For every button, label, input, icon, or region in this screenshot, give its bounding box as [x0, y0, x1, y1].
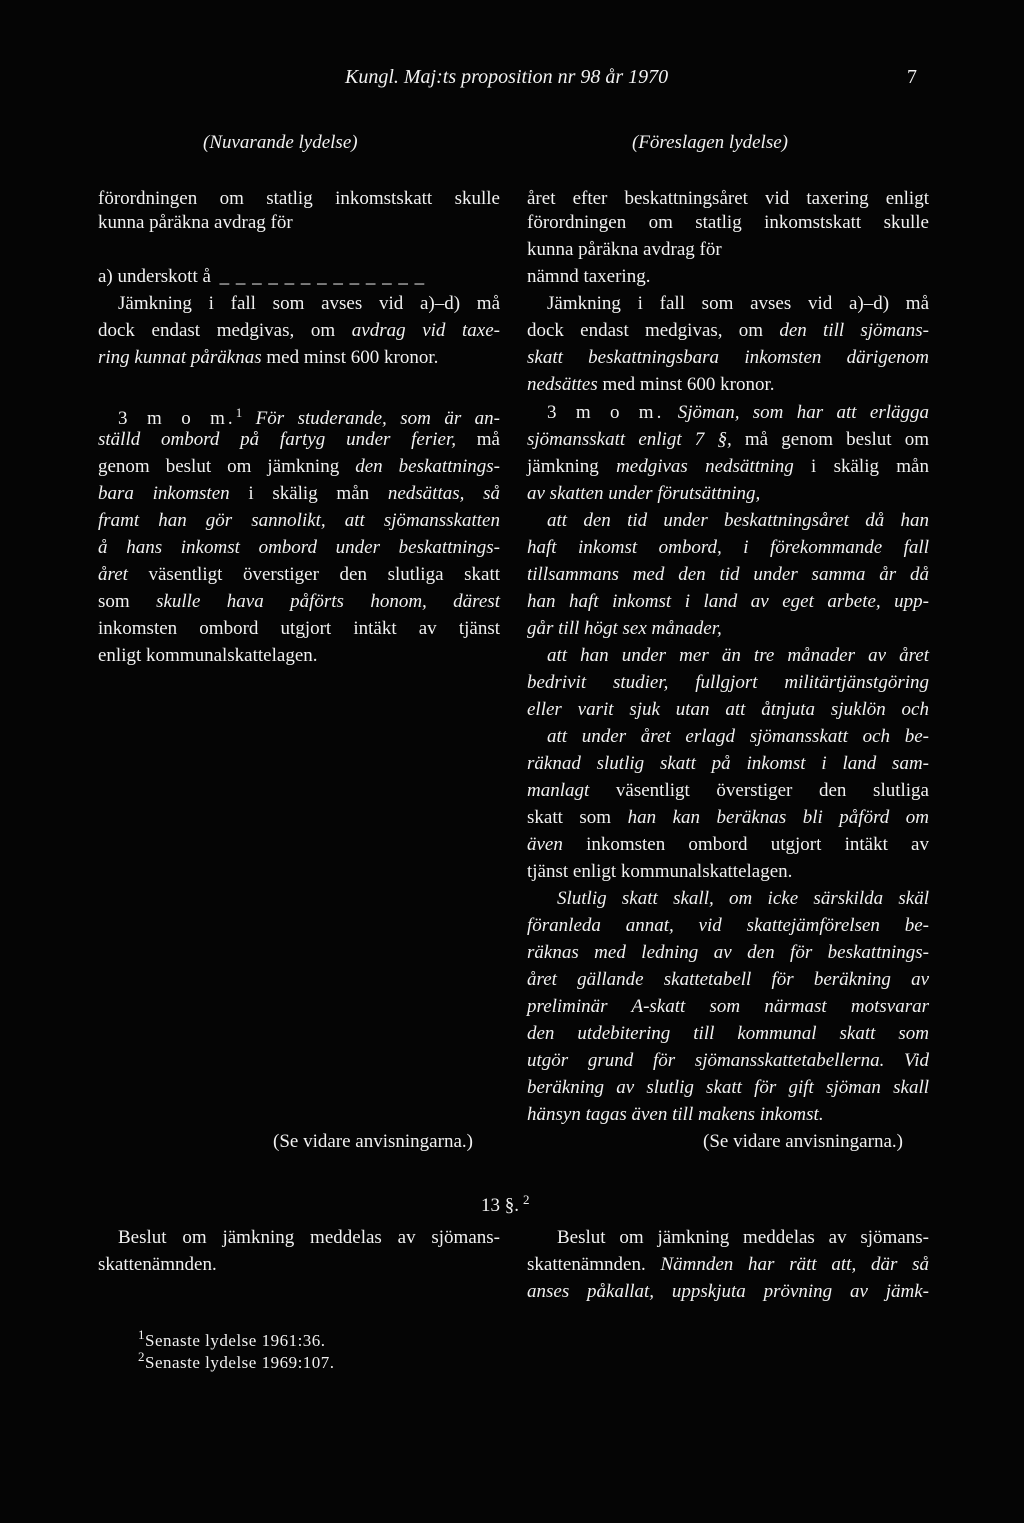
text-run: som — [98, 591, 157, 612]
right-text-line — [527, 428, 929, 452]
text-run-italic: bara inkomsten — [98, 483, 230, 504]
right-text-line: Jämkning i fall som avses vid a)–d) må — [547, 293, 929, 314]
left-column-heading: (Nuvarande lydelse) — [203, 132, 358, 153]
text-run: må genom beslut om — [731, 429, 929, 450]
left-text-line: Beslut om jämkning meddelas av sjömans- — [118, 1227, 500, 1248]
text-run-italic: även — [527, 834, 563, 855]
text-run: med minst 600 kronor. — [597, 374, 775, 395]
text-run-italic: skulle hava påförts honom, därest — [156, 591, 500, 612]
right-text-line — [527, 779, 929, 803]
left-see-more: (Se vidare anvisningarna.) — [273, 1131, 473, 1152]
left-text-line: skattenämnden. — [98, 1254, 217, 1275]
right-text-line: preliminär A-skatt som närmast motsvarar — [527, 996, 929, 1017]
right-text-line: beräkning av slutlig skatt för gift sjöman skall — [527, 1077, 929, 1098]
right-text-line: tjänst enligt kommunalskattelagen. — [527, 861, 793, 882]
page-number: 7 — [907, 66, 917, 88]
left-text-line: enligt kommunalskattelagen. — [98, 645, 318, 666]
text-run: må — [456, 429, 500, 450]
text-run-italic: nedsättes — [527, 374, 598, 395]
left-text-line — [98, 482, 500, 506]
right-text-line: utgör grund för sjömansskattetabellerna. Vid — [527, 1050, 929, 1071]
text-run: skatt som — [527, 807, 628, 828]
footnote-marker: 1 — [235, 405, 243, 420]
left-text-line: inkomsten ombord utgjort intäkt av tjänst — [98, 618, 500, 639]
text-run: väsentligt överstiger den slutliga skatt — [127, 564, 500, 585]
right-text-line: kunna påräkna avdrag för — [527, 239, 722, 260]
right-text-line: Beslut om jämkning meddelas av sjömans- — [557, 1227, 929, 1248]
right-text-line — [527, 455, 929, 479]
left-item-a-dashes: _ _ _ _ _ _ _ _ _ _ _ _ _ — [219, 266, 426, 287]
right-text-line: anses påkallat, uppskjuta prövning av jämk- — [527, 1281, 929, 1302]
text-run-italic: Nämnden har rätt att, där så — [660, 1254, 929, 1275]
left-text-line — [98, 590, 500, 614]
right-see-more: (Se vidare anvisningarna.) — [703, 1131, 903, 1152]
text-run-italic: året — [98, 564, 128, 585]
right-text-line: nämnd taxering. — [527, 266, 651, 287]
right-mom-heading-line — [547, 401, 929, 425]
right-text-line: att den tid under beskattningsåret då han — [547, 510, 929, 531]
right-column-heading: (Föreslagen lydelse) — [632, 132, 788, 153]
footnote-text: Senaste lydelse 1961:36. — [145, 1331, 326, 1350]
right-text-line — [527, 373, 775, 397]
left-item-a — [98, 265, 425, 289]
text-run-italic: manlagt — [527, 780, 590, 801]
right-text-line: haft inkomst ombord, i förekommande fall — [527, 537, 929, 558]
right-text-line: räknad slutlig skatt på inkomst i land sam- — [527, 753, 929, 774]
running-title: Kungl. Maj:ts proposition nr 98 år 1970 — [345, 66, 669, 88]
section-label: 13 §. — [481, 1195, 519, 1216]
right-text-line: förordningen om statlig inkomstskatt skulle — [527, 212, 929, 233]
left-text-line — [98, 346, 438, 370]
text-run-italic: Sjöman, som har att erlägga — [664, 402, 929, 423]
left-text-line — [98, 455, 500, 479]
text-run-italic: den till sjömans- — [779, 320, 929, 341]
left-text-line: å hans inkomst ombord under beskattnings- — [98, 537, 500, 558]
right-text-line — [527, 319, 929, 343]
left-item-a-text: a) underskott å — [98, 266, 211, 287]
footnote-text: Senaste lydelse 1969:107. — [145, 1353, 335, 1372]
footnote-marker: 2 — [523, 1192, 530, 1207]
text-run-italic: medgivas nedsättning — [616, 456, 794, 477]
text-run-italic: avdrag vid taxe- — [351, 320, 500, 341]
right-text-line: bedrivit studier, fullgjort militärtjänstgöring — [527, 672, 929, 693]
right-text-line: skatt beskattningsbara inkomsten därigenom — [527, 347, 929, 368]
text-run: jämkning — [527, 456, 617, 477]
text-run-italic: ställd ombord på fartyg under ferier, — [98, 429, 457, 450]
section-heading — [481, 1188, 530, 1218]
right-text-line: året efter beskattningsåret vid taxering enligt — [527, 188, 929, 209]
right-text-line — [527, 1253, 929, 1277]
right-text-line: eller varit sjuk utan att åtnjuta sjuklön och — [527, 699, 929, 720]
left-text-line: förordningen om statlig inkomstskatt skulle — [98, 188, 500, 209]
mom-label: 3 m o m. — [547, 402, 665, 423]
right-text-line: föranleda annat, vid skattejämförelsen be- — [527, 915, 929, 936]
right-text-line — [527, 833, 929, 857]
right-text-line: den utdebitering till kommunal skatt som — [527, 1023, 929, 1044]
left-text-line — [98, 428, 500, 452]
text-run: med minst 600 kronor. — [261, 347, 439, 368]
text-run-italic: ring kunnat påräknas — [98, 347, 262, 368]
text-run: väsentligt överstiger den slutliga — [589, 780, 929, 801]
text-run-italic: För studerande, som är an- — [242, 408, 500, 429]
text-run-italic: sjömansskatt enligt 7 §, — [527, 429, 732, 450]
text-run: i skälig mån — [793, 456, 929, 477]
text-run: inkomsten ombord utgjort intäkt av — [562, 834, 929, 855]
right-text-line — [527, 806, 929, 830]
text-run: genom beslut om jämkning — [98, 456, 356, 477]
mom-label: 3 m o m. — [118, 408, 236, 429]
right-text-line: hänsyn tagas även till makens inkomst. — [527, 1104, 824, 1125]
right-text-line: tillsammans med den tid under samma år då — [527, 564, 929, 585]
right-text-line: han haft inkomst i land av eget arbete, upp- — [527, 591, 929, 612]
right-text-line: att han under mer än tre månader av året — [547, 645, 929, 666]
right-text-line: att under året erlagd sjömansskatt och be- — [547, 726, 929, 747]
right-text-line: går till högt sex månader, — [527, 618, 722, 639]
left-text-line: framt han gör sannolikt, att sjömansskatten — [98, 510, 500, 531]
left-text-line — [98, 319, 500, 343]
footnote-2 — [138, 1347, 335, 1373]
footnote-marker: 2 — [138, 1349, 145, 1364]
footnote-marker: 1 — [138, 1327, 145, 1342]
right-text-line: Slutlig skatt skall, om icke särskilda skäl — [557, 888, 929, 909]
left-text-line: Jämkning i fall som avses vid a)–d) må — [118, 293, 500, 314]
text-run: dock endast medgivas, om — [527, 320, 780, 341]
right-text-line: av skatten under förutsättning, — [527, 483, 761, 504]
right-text-line: året gällande skattetabell för beräkning av — [527, 969, 929, 990]
text-run-italic: han kan beräknas bli påförd om — [627, 807, 929, 828]
left-text-line: kunna påräkna avdrag för — [98, 212, 293, 233]
left-text-line — [98, 563, 500, 587]
text-run-italic: den beskattnings- — [355, 456, 500, 477]
right-text-line: räknas med ledning av den för beskattnings- — [527, 942, 929, 963]
text-run-italic: nedsättas, så — [387, 483, 500, 504]
text-run: skattenämnden. — [527, 1254, 661, 1275]
text-run: i skälig mån — [229, 483, 388, 504]
text-run: dock endast medgivas, om — [98, 320, 352, 341]
left-mom-heading-line — [118, 401, 500, 431]
